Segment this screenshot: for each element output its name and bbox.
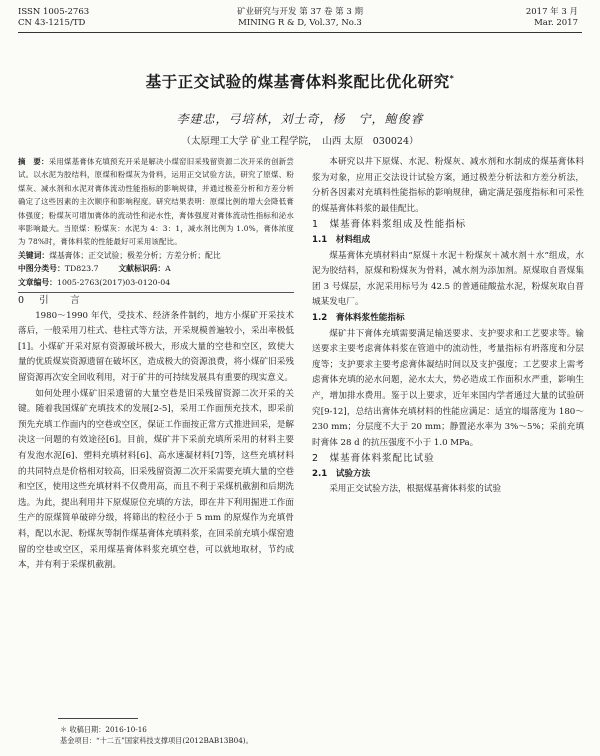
paper-title: 基于正交试验的煤基膏体料浆配比优化研究*: [145, 73, 455, 91]
right-column: [312, 155, 584, 498]
keywords: 关键词：煤基膏体；正交试验；极差分析；方差分析；配比: [18, 250, 221, 260]
intro-paragraph-2: 如何处理小煤矿旧采遗留的大量空巷是旧采残留资源二次开采的关键。随着我国煤矿充填技术的发展[2-5]，采用工作面预充技术，即采前预先充填工作面内的空巷或空区，保证工作面按正常方式推进回采，是解决这一问题的有效途径[6]。目前，煤矿井下采前充填所采用的材料主要有发泡水泥[6]、塑料充填材料[6]、高水速凝材料[7]等，这些充填材料的共同特点是价格相对较高，旧采残留资源二次开采需要充填大量的空巷和空区，使用这些充填材料不仅费用高，而且不利于采煤机截割和后期洗选。为此，提出利用井下原煤原位充填的方法，即在井下利用掘进工作面生产的原煤简单破碎分级，将筛出的粒径小于 5 mm 的原煤作为充填骨料，配以水泥、粉煤灰等制作煤基膏体充填料浆，在回采前充填小煤窑遗留的空巷或空区，采用煤基膏体料浆充填空巷，可以就地取材，节约成本，并有利于采煤机截割。: [18, 388, 294, 571]
section-2-1-heading: 2.1 试验方法: [312, 468, 371, 479]
intro-heading: 0 引 言: [18, 295, 86, 307]
cn-number: CN 43-1215/TD: [18, 18, 86, 28]
authors: 李建忠，弓培林，刘士奇，杨 宁，鲍俊睿: [176, 112, 424, 126]
date-cn: 2017 年 3 月: [525, 7, 578, 17]
section-1-2-heading: 1.2 膏体料浆性能指标: [312, 312, 405, 323]
section-1-2-text: 煤矿井下膏体充填需要满足输送要求、支护要求和工艺要求等。输送要求主要考虑膏体料浆在管道中的流动性，考量指标有坍落度和分层度等；支护要求主要考虑膏体凝结时间以及支护强度；工艺要求上需考虑膏体充填的泌水问题，泌水太大，势必造成工作面积水严重，影响生产，增加排水费用。鉴于以上要求，近年来国内学者通过大量的试验研究[9-12]，总结出膏体充填材料的性能应满足：适宜的塌落度为 180～230 mm；分层度不大于 20 mm；静置泌水率为 3%～5%；采前充填时膏体 28 d 的抗压强度不小于 1.0 MPa。: [312, 328, 584, 448]
abstract-text: 采用煤基膏体充填预充开采是解决小煤窑旧采残留资源二次开采的创新尝试。以水泥为胶结料，原煤和粉煤灰为骨料，运用正交试验方法，研究了原煤、粉煤灰、减水剂和水泥对膏体流动性能指标的影响规律，并通过极差分析和方差分析确定了这些因素的主次顺序和影响程度。研究结果表明：原煤比例的增大会降低膏体强度；粉煤灰可增加膏体的流动性和泌水性，膏体强度对膏体流动性指标和泌水率影响最大。当原煤：粉煤灰：水泥为 4：3：1，减水剂比例为 1.0%，膏体浓度为 78%时，膏体料浆的性能最好可采用该配比。: [18, 157, 294, 247]
abstract: [18, 155, 294, 249]
issn: ISSN 1005-2763: [18, 7, 90, 17]
left-column: [18, 155, 294, 574]
footnote-rule: [58, 718, 138, 719]
classification: 中图分类号：TD823.7 文献标识码：A: [18, 264, 171, 274]
header-journal-block: [0, 7, 600, 29]
footnote: [60, 724, 580, 746]
journal-name-cn: 矿业研究与开发 第 37 卷 第 3 期: [237, 7, 363, 17]
section-1-1-text: 煤基膏体充填材料由“原煤＋水泥＋粉煤灰＋减水剂＋水”组成，水泥为胶结料，原煤和粉煤灰为骨料，减水剂为添加剂。原煤取自晋煤集团 3 号煤层，水泥采用标号为 42.5 的普通硅酸盐水泥，粉煤灰取自晋城某发电厂。: [312, 250, 584, 308]
section-2-1-text: 采用正交试验方法，根据煤基膏体料浆的试验: [329, 484, 502, 495]
section-2-heading: 2 煤基膏体料浆配比试验: [312, 453, 435, 465]
abstract-label: 摘 要：: [18, 157, 49, 166]
intro-paragraph-3: 本研究以井下原煤、水泥、粉煤灰、减水剂和水制成的煤基膏体料浆为对象，应用正交法设计试验方案，通过极差分析法和方差分析法，分析各因素对充填料性能指标的影响规律，确定满足强度指标和可采性的煤基膏体料浆的最佳配比。: [312, 157, 584, 214]
date-en: Mar. 2017: [534, 18, 578, 28]
header-rule: [18, 32, 582, 33]
article-number: 文章编号：1005-2763(2017)03-0120-04: [18, 277, 171, 287]
section-1-1-heading: 1.1 材料组成: [312, 234, 371, 245]
intro-paragraph-1: 1980～1990 年代，受技术、经济条件制约，地方小煤矿开采技术落后，一般采用刀柱式、巷柱式等方法，开采规模普遍较小，采出率极低[1]。小煤矿开采对原有资源破坏极大，形成大量的空巷和空区，致使大量的优质煤炭资源遗留在破坏区，造成极大的资源浪费，将小煤矿旧采残留资源再次安全回收利用，对于矿井的可持续发展具有重要的现实意义。: [18, 310, 294, 384]
section-1-heading: 1 煤基膏体料浆组成及性能指标: [312, 219, 467, 231]
fund-info: 基金项目：“十二五”国家科技支撑项目(2012BAB13B04)。: [60, 736, 253, 745]
received-date: ＊ 收稿日期：2016-10-16: [60, 725, 147, 734]
header-date-block: [526, 7, 578, 29]
journal-name-en: MINING R & D, Vol.37, No.3: [238, 18, 362, 28]
title-footnote-mark: *: [449, 73, 455, 83]
affiliation: （太原理工大学 矿业工程学院， 山西 太原 030024）: [181, 136, 419, 147]
